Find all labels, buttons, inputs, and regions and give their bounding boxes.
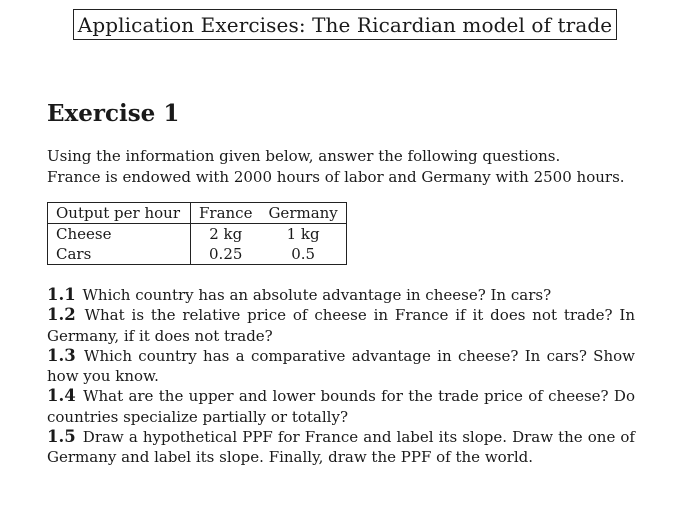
table-row (48, 224, 347, 245)
table-cell: 0.5 (291, 245, 316, 263)
question-number: 1.4 (47, 386, 76, 406)
question-text: Draw a hypothetical PPF for France and label its slope. Draw the one of Germany and label its slope. Finally, draw the PPF of the world. (47, 428, 635, 467)
table-header-row (48, 203, 347, 224)
table-cell: 1 kg (286, 225, 320, 243)
table-header-cell: Output per hour (48, 203, 191, 224)
question-item (47, 427, 635, 468)
question-text: Which country has a comparative advantage in cheese? In cars? Show how you know. (47, 346, 635, 386)
document-title (73, 9, 617, 40)
table-cell: 0.25 (209, 245, 243, 263)
question-number: 1.1 (47, 285, 76, 304)
table-header-cell: France (190, 203, 260, 224)
question-number: 1.2 (47, 305, 76, 325)
document-title-text: Application Exercises: The Ricardian model of trade (77, 12, 613, 37)
intro-line: France is endowed with 2000 hours of labor and Germany with 2500 hours. (47, 168, 625, 186)
table-header-cell: Germany (260, 203, 346, 224)
question-text: What are the upper and lower bounds for the trade price of cheese? Do countries specialize partially or totally? (47, 387, 635, 426)
question-number: 1.5 (47, 427, 76, 447)
exercise-heading: Exercise 1 (47, 100, 180, 127)
table-cell: 2 kg (209, 225, 243, 243)
output-table (47, 202, 347, 265)
question-item (47, 386, 635, 427)
exercise-intro (47, 146, 667, 188)
question-text: What is the relative price of cheese in France if it does not trade? In Germany, if it does not trade? (47, 306, 635, 345)
table-row (48, 244, 347, 265)
question-text: Which country has an absolute advantage in cheese? In cars? (82, 286, 552, 304)
table-cell: Cars (48, 244, 191, 265)
question-list (47, 285, 635, 468)
table-cell: Cheese (48, 224, 191, 245)
intro-line: Using the information given below, answer the following questions. (47, 147, 561, 165)
question-item (47, 346, 635, 387)
question-number: 1.3 (47, 345, 76, 365)
question-item (47, 305, 635, 346)
question-item (47, 285, 635, 305)
